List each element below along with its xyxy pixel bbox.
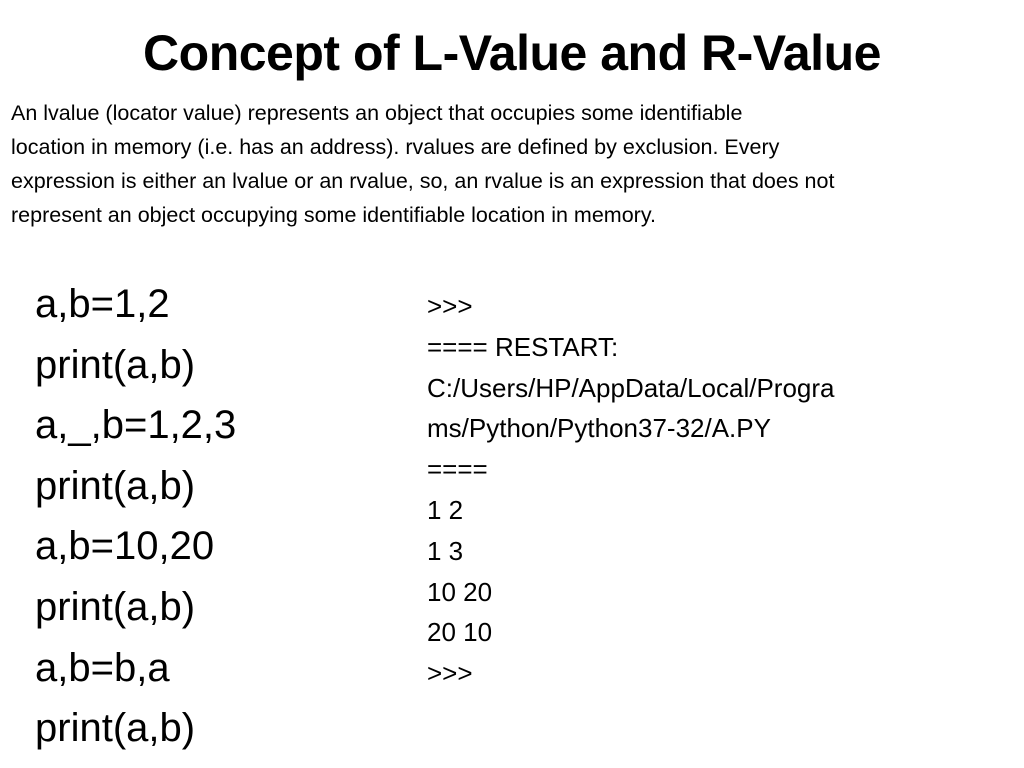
code-line: print(a,b) [35, 463, 196, 508]
intro-line: location in memory (i.e. has an address). rvalues are defined by exclusion. Every [11, 135, 780, 159]
code-line: print(a,b) [35, 706, 196, 751]
output-line: C:/Users/HP/AppData/Local/Progra [427, 372, 835, 403]
output-line: >>> [427, 291, 473, 321]
intro-paragraph [11, 96, 1011, 232]
slide-title: Concept of L-Value and R-Value [143, 25, 881, 81]
code-line: print(a,b) [35, 342, 196, 387]
intro-line: expression is either an lvalue or an rvalue, so, an rvalue is an expression that does not [11, 169, 835, 193]
output-line: 20 10 [427, 617, 493, 648]
output-line: ==== RESTART: [427, 331, 619, 362]
output-line: 1 2 [427, 494, 464, 525]
code-line: a,b=1,2 [35, 282, 170, 326]
intro-line: An lvalue (locator value) represents an object that occupies some identifiable [11, 101, 743, 125]
code-line: a,_,b=1,2,3 [35, 403, 237, 448]
output-line: >>> [427, 658, 473, 689]
code-line: a,b=10,20 [35, 524, 215, 569]
output-line: 10 20 [427, 576, 493, 607]
intro-line: represent an object occupying some identifiable location in memory. [11, 203, 656, 227]
code-line: print(a,b) [35, 584, 196, 629]
output-line: 1 3 [427, 535, 464, 566]
shell-output [427, 286, 1017, 694]
code-block [35, 274, 395, 759]
output-line: ==== [427, 454, 488, 485]
code-line: a,b=b,a [35, 645, 170, 690]
output-line: ms/Python/Python37-32/A.PY [427, 413, 771, 444]
